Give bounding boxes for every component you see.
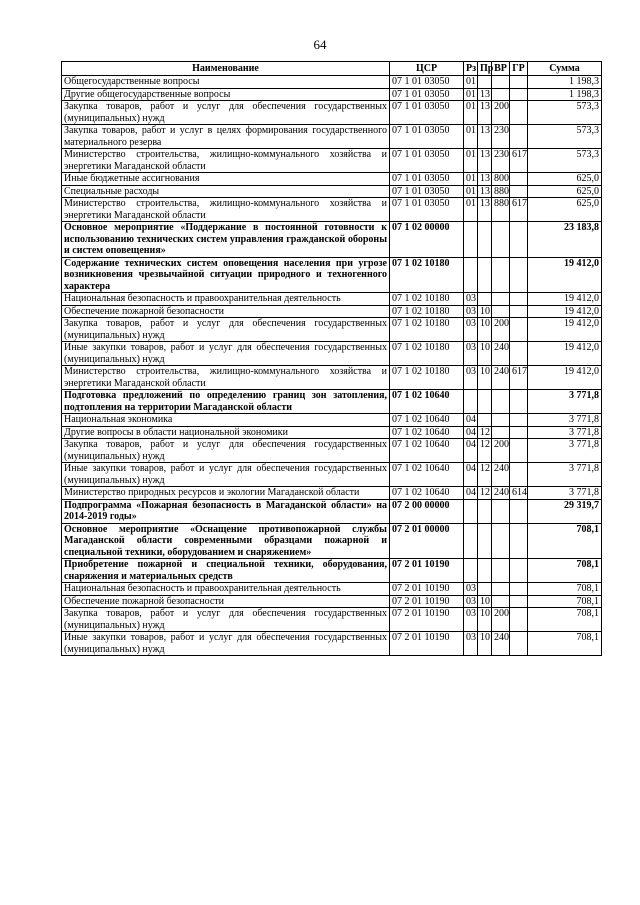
cell-gr: [510, 257, 528, 293]
cell-gr: [510, 559, 528, 583]
cell-sum: 19 412,0: [528, 342, 602, 366]
cell-pr: [478, 222, 492, 258]
cell-rz: 03: [464, 305, 478, 318]
cell-sum: 708,1: [528, 583, 602, 596]
cell-vr: [492, 559, 510, 583]
cell-csr: 07 1 01 03050: [390, 125, 464, 149]
cell-csr: 07 1 01 03050: [390, 88, 464, 101]
cell-vr: [492, 523, 510, 559]
cell-name: Иные закупки товаров, работ и услуг для обеспечения государственных (муниципальных) нужд: [62, 342, 390, 366]
cell-sum: 23 183,8: [528, 222, 602, 258]
cell-rz: 04: [464, 463, 478, 487]
cell-gr: 617: [510, 366, 528, 390]
cell-pr: 10: [478, 305, 492, 318]
cell-csr: 07 1 01 03050: [390, 198, 464, 222]
cell-vr: 200: [492, 318, 510, 342]
cell-csr: 07 1 01 03050: [390, 185, 464, 198]
cell-pr: 10: [478, 342, 492, 366]
cell-sum: 708,1: [528, 559, 602, 583]
budget-table: [61, 61, 602, 656]
cell-sum: 29 319,7: [528, 499, 602, 523]
table-row: [62, 305, 602, 318]
cell-name: Иные закупки товаров, работ и услуг для обеспечения государственных (муниципальных) нужд: [62, 632, 390, 656]
cell-rz: 03: [464, 318, 478, 342]
cell-rz: 01: [464, 198, 478, 222]
cell-name: Приобретение пожарной и специальной техники, оборудования, снаряжения и материальных средств: [62, 559, 390, 583]
cell-name: Закупка товаров, работ и услуг для обеспечения государственных (муниципальных) нужд: [62, 608, 390, 632]
cell-vr: [492, 583, 510, 596]
cell-csr: 07 1 02 10180: [390, 257, 464, 293]
cell-vr: [492, 426, 510, 439]
header-pr: Пр: [478, 62, 492, 76]
cell-name: Национальная экономика: [62, 414, 390, 427]
cell-name: Обеспечение пожарной безопасности: [62, 595, 390, 608]
header-vr: ВР: [492, 62, 510, 76]
cell-pr: [478, 257, 492, 293]
cell-gr: [510, 463, 528, 487]
cell-rz: [464, 523, 478, 559]
cell-pr: [478, 293, 492, 306]
cell-rz: 01: [464, 125, 478, 149]
table-row: [62, 390, 602, 414]
cell-gr: [510, 293, 528, 306]
cell-sum: 573,3: [528, 125, 602, 149]
cell-name: Подготовка предложений по определению границ зон затопления, подтопления на территории Магаданской области: [62, 390, 390, 414]
table-row: [62, 88, 602, 101]
cell-gr: 617: [510, 198, 528, 222]
cell-rz: 03: [464, 293, 478, 306]
cell-rz: 03: [464, 583, 478, 596]
cell-sum: 708,1: [528, 608, 602, 632]
cell-gr: [510, 426, 528, 439]
cell-name: Общегосударственные вопросы: [62, 76, 390, 89]
cell-csr: 07 2 01 10190: [390, 632, 464, 656]
cell-sum: 573,3: [528, 149, 602, 173]
header-gr: ГР: [510, 62, 528, 76]
table-row: [62, 198, 602, 222]
cell-vr: 240: [492, 632, 510, 656]
cell-rz: 04: [464, 439, 478, 463]
cell-pr: 10: [478, 608, 492, 632]
cell-sum: 1 198,3: [528, 76, 602, 89]
cell-rz: 01: [464, 88, 478, 101]
cell-pr: 12: [478, 426, 492, 439]
cell-sum: 625,0: [528, 185, 602, 198]
cell-gr: 617: [510, 149, 528, 173]
cell-csr: 07 1 02 10180: [390, 366, 464, 390]
cell-sum: 19 412,0: [528, 257, 602, 293]
cell-csr: 07 1 02 10180: [390, 342, 464, 366]
cell-name: Другие вопросы в области национальной экономики: [62, 426, 390, 439]
cell-gr: [510, 608, 528, 632]
cell-vr: [492, 390, 510, 414]
cell-vr: 230: [492, 125, 510, 149]
cell-rz: [464, 257, 478, 293]
cell-name: Министерство строительства, жилищно-коммунального хозяйства и энергетики Магаданской области: [62, 149, 390, 173]
cell-pr: 13: [478, 125, 492, 149]
cell-name: Основное мероприятие «Оснащение противопожарной службы Магаданской области современными образцами пожарной и специальной техники, оборудованием и снаряжением»: [62, 523, 390, 559]
cell-vr: [492, 305, 510, 318]
header-sum: Сумма: [528, 62, 602, 76]
cell-rz: [464, 499, 478, 523]
cell-csr: 07 1 02 10640: [390, 463, 464, 487]
cell-vr: 240: [492, 366, 510, 390]
cell-gr: [510, 305, 528, 318]
cell-rz: 03: [464, 366, 478, 390]
table-row: [62, 439, 602, 463]
cell-rz: 03: [464, 342, 478, 366]
cell-name: Закупка товаров, работ и услуг для обеспечения государственных (муниципальных) нужд: [62, 439, 390, 463]
table-header-row: [62, 62, 602, 76]
cell-name: Национальная безопасность и правоохранительная деятельность: [62, 583, 390, 596]
cell-gr: [510, 76, 528, 89]
table-row: [62, 463, 602, 487]
table-row: [62, 149, 602, 173]
cell-csr: 07 1 02 00000: [390, 222, 464, 258]
cell-sum: 19 412,0: [528, 293, 602, 306]
cell-rz: [464, 559, 478, 583]
cell-sum: 19 412,0: [528, 305, 602, 318]
table-row: [62, 257, 602, 293]
cell-rz: 01: [464, 76, 478, 89]
cell-csr: 07 2 01 10190: [390, 595, 464, 608]
table-row: [62, 487, 602, 500]
table-row: [62, 595, 602, 608]
cell-pr: [478, 583, 492, 596]
cell-csr: 07 1 02 10640: [390, 414, 464, 427]
cell-vr: 240: [492, 342, 510, 366]
table-row: [62, 222, 602, 258]
cell-name: Министерство природных ресурсов и экологии Магаданской области: [62, 487, 390, 500]
cell-sum: 19 412,0: [528, 318, 602, 342]
cell-pr: [478, 559, 492, 583]
cell-name: Основное мероприятие «Поддержание в постоянной готовности к использованию технических систем управления гражданской обороны и систем оповещения»: [62, 222, 390, 258]
table-row: [62, 185, 602, 198]
header-csr: ЦСР: [390, 62, 464, 76]
cell-vr: [492, 499, 510, 523]
cell-sum: 625,0: [528, 173, 602, 186]
cell-vr: 230: [492, 149, 510, 173]
cell-csr: 07 1 01 03050: [390, 101, 464, 125]
page-number: 64: [313, 37, 327, 52]
cell-csr: 07 2 01 00000: [390, 523, 464, 559]
cell-gr: [510, 499, 528, 523]
cell-name: Министерство строительства, жилищно-коммунального хозяйства и энергетики Магаданской области: [62, 198, 390, 222]
cell-vr: 800: [492, 173, 510, 186]
cell-gr: 614: [510, 487, 528, 500]
cell-name: Другие общегосударственные вопросы: [62, 88, 390, 101]
cell-pr: 10: [478, 632, 492, 656]
cell-rz: [464, 222, 478, 258]
cell-csr: 07 1 01 03050: [390, 149, 464, 173]
cell-sum: 3 771,8: [528, 439, 602, 463]
cell-sum: 708,1: [528, 595, 602, 608]
table-row: [62, 318, 602, 342]
cell-pr: 13: [478, 101, 492, 125]
cell-vr: [492, 88, 510, 101]
cell-pr: 13: [478, 88, 492, 101]
cell-name: Иные бюджетные ассигнования: [62, 173, 390, 186]
table-row: [62, 632, 602, 656]
cell-sum: 3 771,8: [528, 487, 602, 500]
cell-sum: 1 198,3: [528, 88, 602, 101]
cell-gr: [510, 125, 528, 149]
cell-name: Министерство строительства, жилищно-коммунального хозяйства и энергетики Магаданской области: [62, 366, 390, 390]
cell-csr: 07 1 02 10640: [390, 439, 464, 463]
cell-vr: 240: [492, 487, 510, 500]
cell-rz: 01: [464, 149, 478, 173]
cell-name: Закупка товаров, работ и услуг в целях формирования государственного материального резерва: [62, 125, 390, 149]
cell-csr: 07 2 01 10190: [390, 608, 464, 632]
cell-sum: 708,1: [528, 523, 602, 559]
cell-name: Иные закупки товаров, работ и услуг для обеспечения государственных (муниципальных) нужд: [62, 463, 390, 487]
cell-sum: 3 771,8: [528, 426, 602, 439]
cell-vr: [492, 595, 510, 608]
cell-pr: 10: [478, 595, 492, 608]
cell-vr: [492, 222, 510, 258]
cell-sum: 708,1: [528, 632, 602, 656]
table-row: [62, 76, 602, 89]
header-rz: Рз: [464, 62, 478, 76]
cell-rz: 04: [464, 426, 478, 439]
cell-csr: 07 1 02 10640: [390, 487, 464, 500]
cell-rz: 03: [464, 595, 478, 608]
cell-vr: [492, 257, 510, 293]
cell-rz: [464, 390, 478, 414]
cell-vr: 880: [492, 198, 510, 222]
cell-vr: 880: [492, 185, 510, 198]
cell-rz: 01: [464, 173, 478, 186]
cell-csr: 07 1 02 10180: [390, 305, 464, 318]
cell-gr: [510, 595, 528, 608]
cell-csr: 07 2 00 00000: [390, 499, 464, 523]
cell-pr: [478, 390, 492, 414]
cell-pr: 12: [478, 487, 492, 500]
table-body: [62, 76, 602, 656]
table-row: [62, 414, 602, 427]
cell-pr: 13: [478, 185, 492, 198]
cell-gr: [510, 222, 528, 258]
cell-name: Специальные расходы: [62, 185, 390, 198]
cell-rz: 04: [464, 414, 478, 427]
cell-gr: [510, 523, 528, 559]
cell-name: Содержание технических систем оповещения населения при угрозе возникновения чрезвычайной ситуации природного и техногенного характера: [62, 257, 390, 293]
table-row: [62, 342, 602, 366]
cell-vr: [492, 293, 510, 306]
cell-vr: [492, 76, 510, 89]
cell-name: Обеспечение пожарной безопасности: [62, 305, 390, 318]
table-row: [62, 559, 602, 583]
cell-pr: [478, 499, 492, 523]
cell-vr: [492, 414, 510, 427]
cell-gr: [510, 185, 528, 198]
cell-pr: 13: [478, 149, 492, 173]
cell-sum: 3 771,8: [528, 390, 602, 414]
cell-rz: 01: [464, 185, 478, 198]
cell-gr: [510, 342, 528, 366]
table-row: [62, 173, 602, 186]
table-row: [62, 608, 602, 632]
cell-sum: 3 771,8: [528, 463, 602, 487]
cell-gr: [510, 390, 528, 414]
cell-gr: [510, 88, 528, 101]
cell-rz: 03: [464, 608, 478, 632]
cell-csr: 07 1 01 03050: [390, 76, 464, 89]
table-row: [62, 101, 602, 125]
cell-pr: 12: [478, 463, 492, 487]
header-name: Наименование: [62, 62, 390, 76]
cell-sum: 3 771,8: [528, 414, 602, 427]
cell-vr: 200: [492, 608, 510, 632]
cell-pr: 10: [478, 318, 492, 342]
cell-pr: 13: [478, 173, 492, 186]
cell-csr: 07 1 02 10180: [390, 318, 464, 342]
cell-csr: 07 1 01 03050: [390, 173, 464, 186]
cell-gr: [510, 632, 528, 656]
cell-rz: 01: [464, 101, 478, 125]
cell-name: Закупка товаров, работ и услуг для обеспечения государственных (муниципальных) нужд: [62, 101, 390, 125]
cell-pr: [478, 76, 492, 89]
table-row: [62, 523, 602, 559]
cell-csr: 07 1 02 10640: [390, 390, 464, 414]
cell-sum: 19 412,0: [528, 366, 602, 390]
table-row: [62, 499, 602, 523]
cell-vr: 240: [492, 463, 510, 487]
cell-name: Закупка товаров, работ и услуг для обеспечения государственных (муниципальных) нужд: [62, 318, 390, 342]
cell-sum: 573,3: [528, 101, 602, 125]
cell-csr: 07 1 02 10640: [390, 426, 464, 439]
table-row: [62, 293, 602, 306]
cell-name: Подпрограмма «Пожарная безопасность в Магаданской области» на 2014-2019 годы»: [62, 499, 390, 523]
cell-name: Национальная безопасность и правоохранительная деятельность: [62, 293, 390, 306]
cell-csr: 07 2 01 10190: [390, 583, 464, 596]
cell-gr: [510, 318, 528, 342]
table-row: [62, 366, 602, 390]
cell-gr: [510, 439, 528, 463]
cell-vr: 200: [492, 439, 510, 463]
cell-gr: [510, 173, 528, 186]
cell-rz: 04: [464, 487, 478, 500]
cell-gr: [510, 583, 528, 596]
table-row: [62, 583, 602, 596]
cell-sum: 625,0: [528, 198, 602, 222]
table-row: [62, 125, 602, 149]
cell-pr: [478, 414, 492, 427]
cell-gr: [510, 101, 528, 125]
cell-pr: 12: [478, 439, 492, 463]
cell-vr: 200: [492, 101, 510, 125]
cell-gr: [510, 414, 528, 427]
cell-csr: 07 1 02 10180: [390, 293, 464, 306]
cell-pr: 10: [478, 366, 492, 390]
cell-pr: 13: [478, 198, 492, 222]
table-row: [62, 426, 602, 439]
cell-rz: 03: [464, 632, 478, 656]
cell-pr: [478, 523, 492, 559]
cell-csr: 07 2 01 10190: [390, 559, 464, 583]
